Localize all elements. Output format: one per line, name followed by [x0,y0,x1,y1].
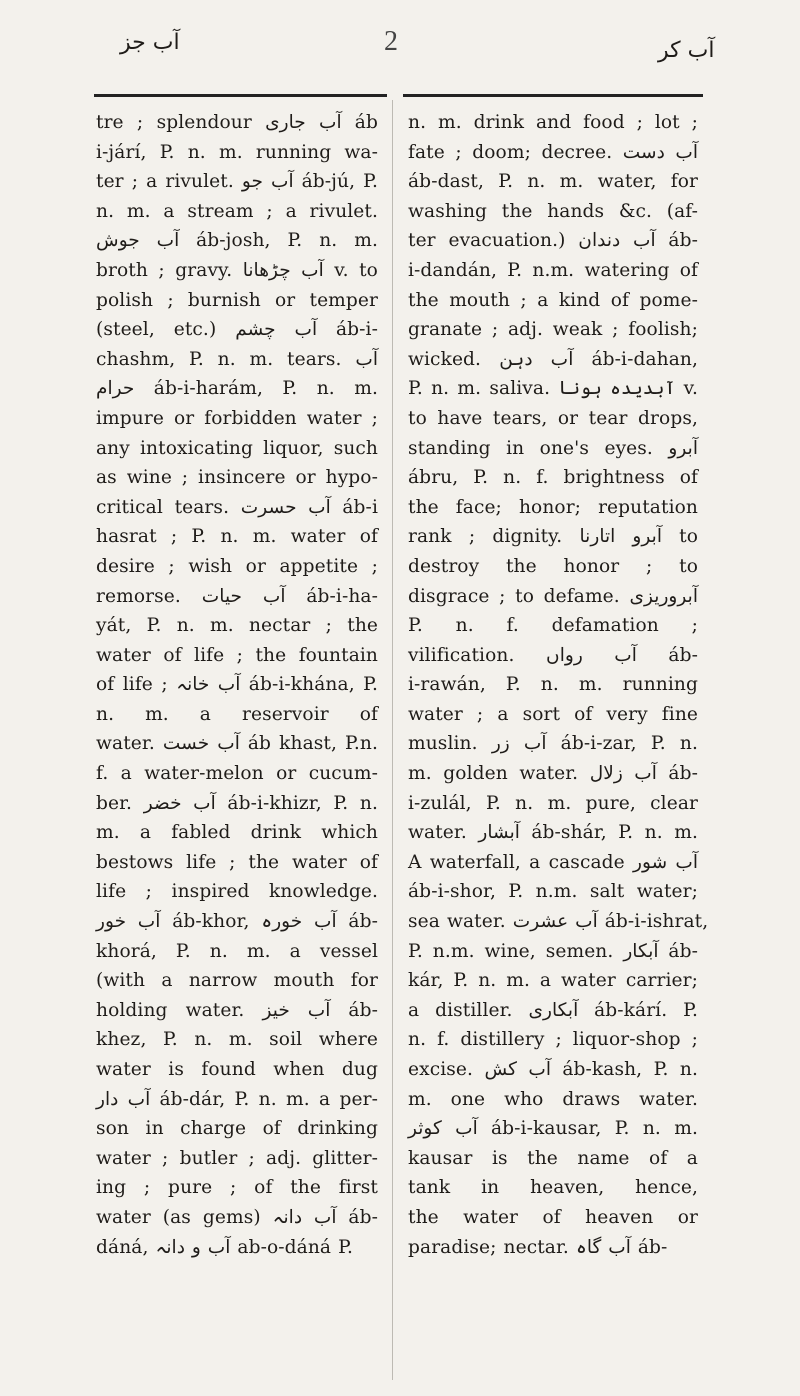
entry-line: آب جوش áb-josh, P. n. m. [96,230,378,252]
entry-line: آب خور áb-khor, آب خورہ áb- [96,911,378,933]
entry-line: standing in one's eyes. آبرو [408,437,698,459]
page-number: 2 [384,26,398,57]
entry-line: (steel, etc.) آب چشم áb-i- [96,319,378,341]
entry-line: water. آبشار áb-shár, P. n. m. [408,822,698,844]
entry-line: m. a fabled drink which [96,822,378,844]
entry-line: rank ; dignity. آبرو اتارنا to [408,526,698,548]
entry-line: vilification. آب رواں áb- [408,644,699,666]
entry-line: i-járí, P. n. m. running wa- [96,141,378,163]
entry-line: n. m. drink and food ; lot ; [408,112,698,133]
entry-line: bestows life ; the water of [96,851,378,873]
entry-line: paradise; nectar. آب گاہ áb- [408,1236,668,1258]
entry-line: i-rawán, P. n. m. running [408,674,698,696]
entry-line: i-zulál, P. n. m. pure, clear [408,792,698,814]
entry-line: the face; honor; reputation [408,496,698,518]
entry-line: P. n.m. wine, semen. آبکار áb- [408,940,698,962]
entry-line: polish ; burnish or temper [96,289,378,311]
entry-line: muslin. آب زر áb-i-zar, P. n. [408,733,699,755]
entry-line: impure or forbidden water ; [96,407,378,429]
entry-line: kár, P. n. m. a water carrier; [408,970,698,992]
entry-line: water of life ; the fountain [96,644,378,666]
entry-line: n. f. distillery ; liquor-shop ; [408,1029,698,1051]
entry-line: water ; butler ; adj. glitter- [96,1147,378,1169]
entry-line: آب کوثر áb-i-kausar, P. n. m. [408,1118,698,1140]
entry-line: hasrat ; P. n. m. water of [96,526,378,548]
entry-line: tre ; splendour آب جاری áb [96,112,378,133]
entry-line: water is found when dug [96,1059,378,1080]
entry-line: ber. آب خضر áb-i-khizr, P. n. [96,792,378,814]
entry-line: the mouth ; a kind of pome- [408,289,698,311]
header-right-guideword: آب کر [658,38,715,63]
entry-line: water. آب خست áb khast, P.n. [96,733,378,755]
entry-line: the water of heaven or [408,1206,698,1228]
entry-line: water ; a sort of very fine [408,703,698,725]
entry-line: m. one who draws water. [408,1088,698,1110]
entry-line: sea water. آب عشرت áb-i-ishrat, [408,911,709,933]
entry-line: i-dandán, P. n.m. watering of [408,259,698,281]
entry-line: آب دار áb-dár, P. n. m. a per- [96,1088,378,1110]
column-divider [392,100,393,1380]
entry-line: A waterfall, a cascade آب شور [408,851,698,873]
entry-line: wicked. آب دہن áb-i-dahan, [408,348,698,370]
entry-line: as wine ; insincere or hypo- [96,467,378,489]
entry-line: f. a water-melon or cucum- [96,763,378,785]
entry-line: ing ; pure ; of the first [96,1177,378,1199]
entry-line: khez, P. n. m. soil where [96,1029,378,1051]
entry-line: yát, P. n. m. nectar ; the [96,615,378,637]
entry-line: حرام áb-i-harám, P. n. m. [96,378,378,400]
entry-line: holding water. آب خیز áb- [96,999,378,1021]
entry-line: khorá, P. n. m. a vessel [96,940,378,962]
entry-line: destroy the honor ; to [408,555,698,577]
entry-line: n. m. a stream ; a rivulet. [96,200,378,222]
entry-line: áb-dast, P. n. m. water, for [408,171,698,193]
entry-line: chashm, P. n. m. tears. آب [96,348,378,370]
entry-line: kausar is the name of a [408,1147,698,1169]
entry-line: critical tears. آب حسرت áb-i [96,496,378,518]
entry-line: desire ; wish or appetite ; [96,555,378,577]
left-column [96,108,378,1262]
entry-line: ter ; a rivulet. آب جو áb-jú, P. [96,171,379,193]
header-rule-left [94,94,387,97]
entry-line: n. m. a reservoir of [96,703,378,725]
entry-line: fate ; doom; decree. آب دست [408,141,699,163]
entry-line: P. n. m. saliva. آبدیدہ ہونا v. [408,378,698,400]
right-column [408,108,709,1262]
entry-line: disgrace ; to defame. آبروریزی [408,585,698,607]
page-header [0,14,800,74]
header-rule-right [403,94,703,97]
header-left-guideword: آب جز [120,30,180,55]
entry-line: life ; inspired knowledge. [96,881,378,903]
entry-line: ter evacuation.) آب دندان áb- [408,230,698,252]
entry-line: water (as gems) آب دانہ áb- [96,1206,378,1228]
entry-line: son in charge of drinking [96,1118,378,1140]
entry-line: excise. آب کش áb-kash, P. n. [408,1059,698,1080]
entry-line: dáná, آب و دانہ ab-o-dáná P. [96,1236,353,1258]
entry-line: m. golden water. آب زلال áb- [408,763,698,785]
entry-line: a distiller. آبکاری áb-kárí. P. [408,999,698,1021]
entry-line: áb-i-shor, P. n.m. salt water; [408,881,698,903]
entry-line: (with a narrow mouth for [96,970,378,992]
entry-line: P. n. f. defamation ; [408,615,698,637]
entry-line: any intoxicating liquor, such [96,437,378,459]
entry-line: broth ; gravy. آب چڑھانا v. to [96,259,378,281]
entry-line: ábru, P. n. f. brightness of [408,467,698,489]
entry-line: granate ; adj. weak ; foolish; [408,319,698,341]
entry-line: tank in heaven, hence, [408,1177,698,1199]
entry-line: washing the hands &c. (af- [408,200,698,222]
entry-line: remorse. آب حیات áb-i-ha- [96,585,379,607]
entry-line: to have tears, or tear drops, [408,407,698,429]
entry-line: of life ; آب خانہ áb-i-khána, P. [96,674,379,696]
